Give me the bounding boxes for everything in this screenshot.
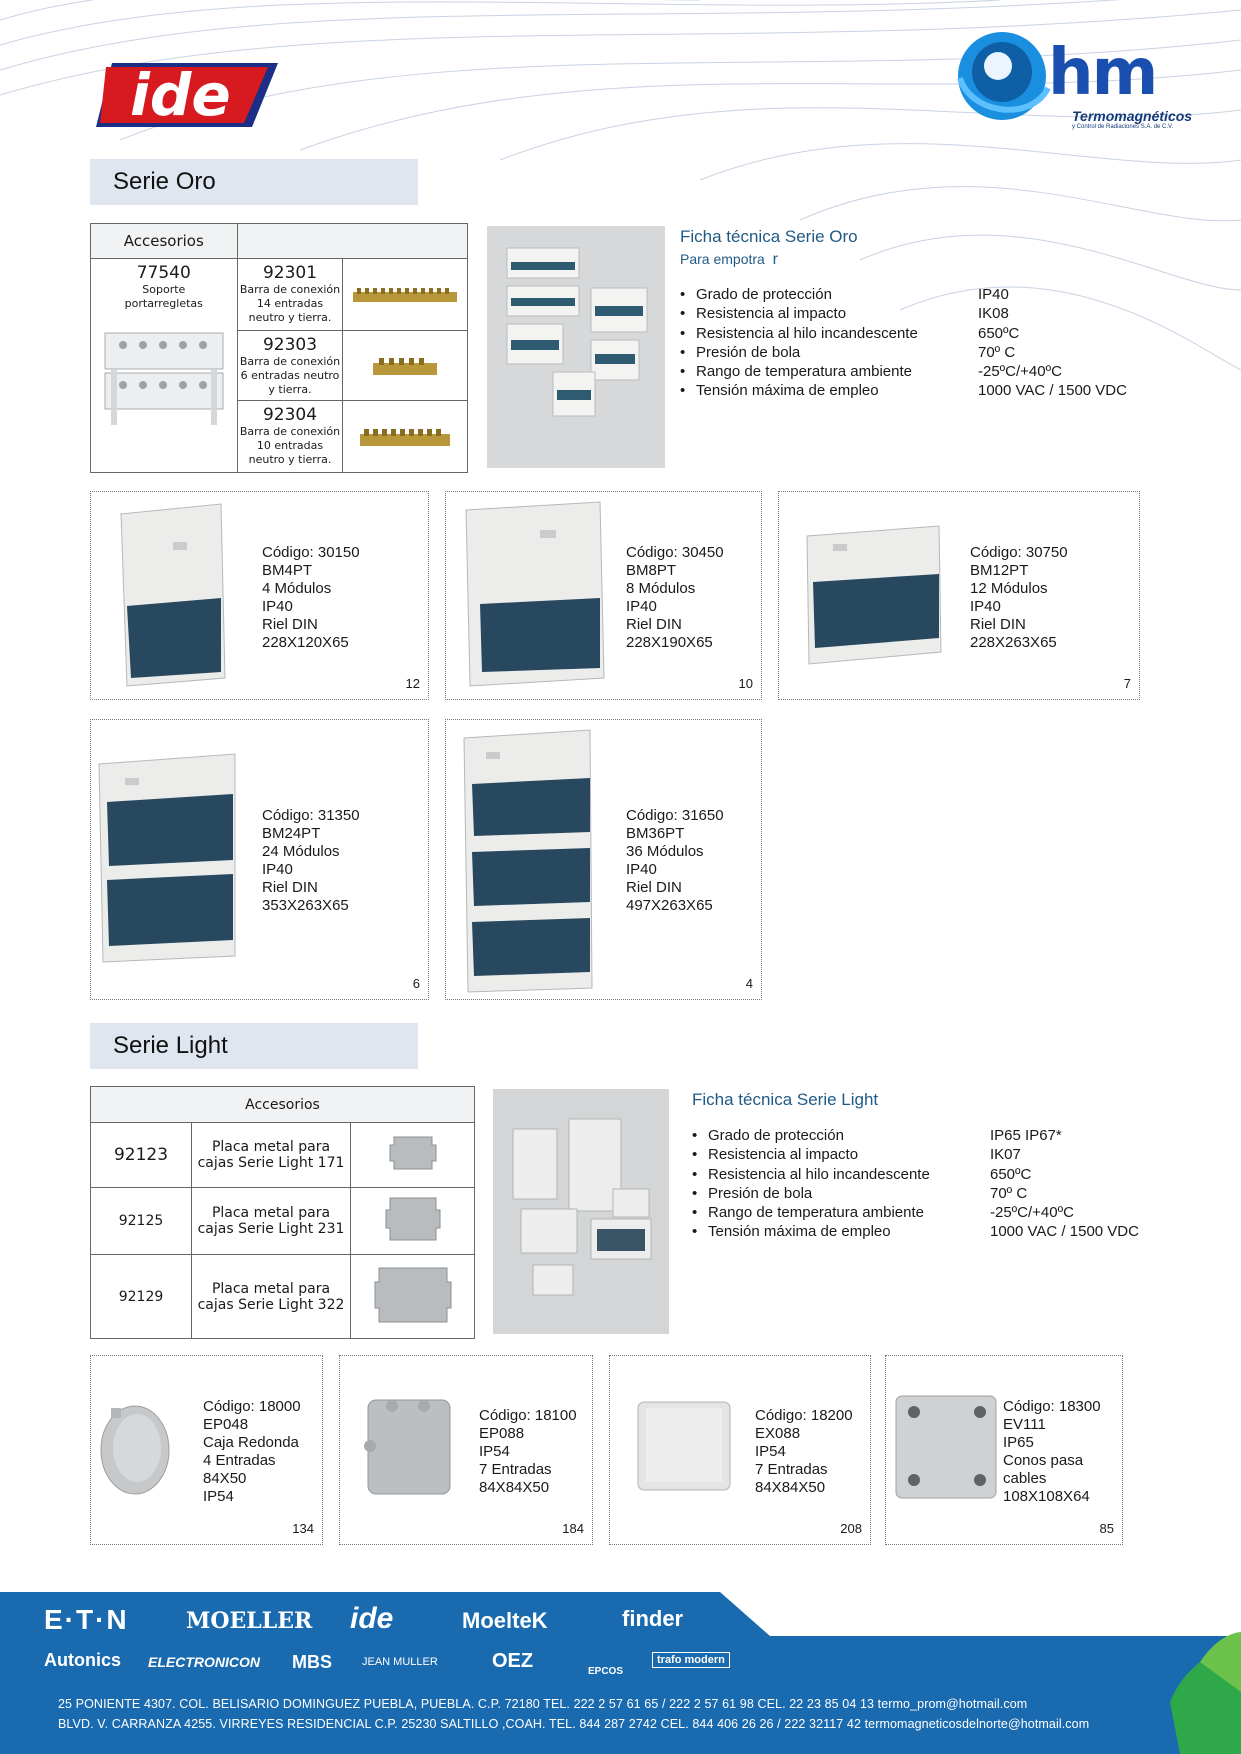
- product-qty: 134: [292, 1521, 314, 1536]
- acc-item-cell: [237, 259, 343, 331]
- spec-row: • Presión de bola 70º C: [692, 1184, 1028, 1202]
- product-info: Código: 18300 EV111 IP65 Conos pasa cables 108X108X64: [1003, 1398, 1101, 1505]
- conexion-bar-6-image: [373, 356, 437, 376]
- brand-autonics: Autonics: [44, 1650, 122, 1670]
- ide-logo-text: ide: [130, 61, 231, 129]
- spec-name: Presión de bola: [708, 1184, 813, 1202]
- product-card: [778, 491, 1140, 700]
- serie-oro-header: [90, 159, 418, 205]
- ohm-logo-subtitle: Termomagnéticos: [1072, 108, 1193, 124]
- product-card: [90, 719, 429, 1000]
- product-image-18200: [632, 1396, 734, 1496]
- acc-item-cell: [237, 401, 343, 473]
- brand-finder: finder: [622, 1606, 684, 1631]
- serie-light-ficha: [692, 1090, 1139, 1242]
- spec-value: -25ºC/+40ºC: [990, 1204, 1074, 1222]
- accessories-header-blank: [237, 224, 467, 259]
- ohm-logo: [950, 18, 1193, 133]
- product-card: [90, 1355, 323, 1545]
- product-info: Código: 30450 BM8PT 8 Módulos IP40 Riel DIN 228X190X65: [626, 544, 724, 651]
- product-image-30450: [460, 500, 610, 690]
- spec-name: Grado de protección: [696, 286, 832, 303]
- product-info: Código: 18100 EP088 IP54 7 Entradas 84X84X50: [479, 1407, 577, 1496]
- spec-name: Tensión máxima de empleo: [696, 382, 879, 400]
- soporte-code: 77540: [136, 263, 191, 283]
- spec-name: Resistencia al hilo incandescente: [708, 1165, 930, 1183]
- product-info: Código: 18000 EP048 Caja Redonda 4 Entradas 84X50 IP54: [203, 1398, 301, 1505]
- brand-epcos: EPCOS: [588, 1666, 624, 1677]
- product-info: Código: 31650 BM36PT 36 Módulos IP40 Riel DIN 497X263X65: [626, 807, 724, 914]
- spec-name: Resistencia al impacto: [708, 1146, 859, 1164]
- brand-jean-muller: JEAN MULLER: [362, 1656, 438, 1668]
- accessories-header: Accesorios: [91, 1087, 475, 1123]
- acc-item-desc: Placa metal para cajas Serie Light 231: [192, 1188, 351, 1255]
- brand-mbs: MBS: [292, 1652, 332, 1672]
- spec-row: • Grado de protección IP40: [680, 286, 1009, 303]
- conexion-bar-10-image: [360, 427, 450, 447]
- ficha-subtitle: [680, 251, 1127, 269]
- spec-name: Resistencia al hilo incandescente: [696, 324, 918, 342]
- spec-value: -25ºC/+40ºC: [978, 363, 1062, 381]
- serie-oro-title: Serie Oro: [113, 168, 216, 195]
- product-qty: 6: [412, 976, 420, 991]
- product-card: [90, 491, 429, 700]
- acc-item-image-cell: [351, 1188, 475, 1255]
- accessories-header: Accesorios: [91, 224, 238, 259]
- brand-ide: ide: [350, 1602, 394, 1635]
- acc-item-desc: Barra de conexión 14 entradas neutro y tierra.: [239, 283, 341, 324]
- ficha-title: Ficha técnica Serie Light: [692, 1090, 879, 1109]
- product-image-30750: [803, 522, 945, 668]
- acc-item-code: 92125: [91, 1188, 192, 1255]
- spec-row: • Resistencia al hilo incandescente 650ºC: [692, 1165, 1032, 1183]
- serie-oro-ficha: [680, 227, 1127, 401]
- spec-row: • Grado de protección IP65 IP67*: [692, 1127, 1062, 1144]
- acc-item-desc: Barra de conexión 6 entradas neutro y tierra.: [239, 355, 341, 396]
- acc-item-image-cell: [343, 401, 468, 473]
- brand-electronicon: ELECTRONICON: [148, 1654, 260, 1670]
- brand-oez: OEZ: [492, 1650, 534, 1672]
- ficha-subtitle-text: Para empotra: [680, 251, 765, 267]
- spec-value: IK08: [978, 305, 1009, 323]
- brand-trafo-modern: trafo modern: [652, 1652, 730, 1668]
- product-image-31350: [95, 750, 241, 966]
- acc-item-cell: [237, 331, 343, 401]
- product-image-18300: [892, 1392, 1000, 1502]
- product-qty: 184: [562, 1521, 584, 1536]
- product-image-18100: [362, 1392, 454, 1500]
- brand-moeller: MOELLER: [186, 1608, 313, 1634]
- product-qty: 85: [1099, 1521, 1114, 1536]
- spec-value: IK07: [990, 1146, 1021, 1164]
- acc-item-image-cell: [351, 1123, 475, 1188]
- brand-eaton: E·T·N: [44, 1604, 129, 1635]
- acc-item-code: 92129: [91, 1255, 192, 1339]
- spec-list: [692, 1126, 1139, 1242]
- spec-value: 1000 VAC / 1500 VDC: [978, 382, 1127, 400]
- spec-value: 70º C: [978, 343, 1016, 361]
- spec-row: • Rango de temperatura ambiente -25ºC/+40ºC: [692, 1204, 1074, 1222]
- serie-oro-photo: [487, 226, 665, 468]
- product-qty: 10: [738, 676, 753, 691]
- acc-item-code: 92303: [262, 335, 318, 355]
- ficha-subtitle-tail: r: [772, 251, 778, 268]
- spec-name: Rango de temperatura ambiente: [696, 363, 912, 381]
- spec-row: • Resistencia al hilo incandescente 650ºC: [680, 324, 1020, 342]
- ide-logo: [92, 55, 282, 135]
- spec-list: [680, 285, 1127, 401]
- placa-171-image: [386, 1131, 440, 1175]
- spec-value: 650ºC: [978, 324, 1020, 342]
- spec-row: • Resistencia al impacto IK07: [692, 1146, 1021, 1164]
- product-qty: 4: [745, 976, 753, 991]
- product-qty: 12: [405, 676, 420, 691]
- product-card: [339, 1355, 593, 1545]
- product-info: Código: 31350 BM24PT 24 Módulos IP40 Riel DIN 353X263X65: [262, 807, 360, 914]
- placa-231-image: [382, 1194, 444, 1244]
- spec-row: • Resistencia al impacto IK08: [680, 305, 1009, 323]
- serie-light-accessories-table: [90, 1086, 475, 1339]
- ohm-logo-text: hm: [1048, 36, 1157, 110]
- product-qty: 7: [1123, 676, 1131, 691]
- serie-oro-accessories-table: [90, 223, 468, 473]
- product-info: Código: 18200 EX088 IP54 7 Entradas 84X84X50: [755, 1407, 853, 1496]
- product-card: [609, 1355, 871, 1545]
- spec-value: IP40: [978, 286, 1009, 303]
- soporte-cell: [91, 259, 238, 473]
- spec-row: • Tensión máxima de empleo 1000 VAC / 1500 VDC: [692, 1223, 1139, 1241]
- soporte-desc: Soporte portarregletas: [124, 283, 203, 310]
- acc-item-code: 92123: [91, 1123, 192, 1188]
- address-puebla: 25 PONIENTE 4307. COL. BELISARIO DOMINGUEZ PUEBLA, PUEBLA. C.P. 72180 TEL. 222 2 57 61 65 / 222 2 57 61 98 CEL. 22 23 85 04 13 termo_prom@hotmail.com: [58, 1697, 1028, 1711]
- spec-name: Resistencia al impacto: [696, 305, 847, 323]
- ohm-logo-subtitle-2: y Control de Radiaciones S.A. de C.V.: [1072, 124, 1174, 130]
- spec-name: Tensión máxima de empleo: [708, 1223, 891, 1241]
- serie-light-photo: [493, 1089, 669, 1334]
- spec-name: Rango de temperatura ambiente: [708, 1204, 924, 1222]
- spec-value: IP65 IP67*: [990, 1127, 1062, 1144]
- spec-name: Presión de bola: [696, 343, 801, 361]
- soporte-image: [101, 327, 227, 427]
- product-image-31650: [460, 726, 596, 996]
- spec-row: • Rango de temperatura ambiente -25ºC/+40ºC: [680, 363, 1062, 381]
- spec-value: 1000 VAC / 1500 VDC: [990, 1223, 1139, 1241]
- spec-name: Grado de protección: [708, 1127, 844, 1144]
- product-image-18000: [97, 1400, 171, 1500]
- address-saltillo: BLVD. V. CARRANZA 4255. VIRREYES RESIDENCIAL C.P. 25230 SALTILLO ,COAH. TEL. 844 287 2742 CEL. 844 406 26 26 / 222 32117 42 termomagneticosdelnorte@hotmail.com: [58, 1717, 1090, 1731]
- acc-item-desc: Placa metal para cajas Serie Light 322: [192, 1255, 351, 1339]
- spec-value: 70º C: [990, 1184, 1028, 1202]
- acc-item-code: 92304: [262, 405, 318, 425]
- product-card: [445, 491, 762, 700]
- placa-322-image: [371, 1264, 455, 1326]
- product-image-30150: [113, 502, 233, 688]
- acc-item-desc: Barra de conexión 10 entradas neutro y tierra.: [239, 425, 341, 466]
- acc-item-image-cell: [343, 331, 468, 401]
- acc-item-image-cell: [343, 259, 468, 331]
- product-qty: 208: [840, 1521, 862, 1536]
- spec-value: 650ºC: [990, 1165, 1032, 1183]
- spec-row: • Tensión máxima de empleo 1000 VAC / 1500 VDC: [680, 382, 1127, 400]
- product-card: [445, 719, 762, 1000]
- product-card: [885, 1355, 1123, 1545]
- brand-moeltek: MoelteK: [462, 1608, 548, 1633]
- acc-item-desc: Placa metal para cajas Serie Light 171: [192, 1123, 351, 1188]
- product-info: Código: 30750 BM12PT 12 Módulos IP40 Riel DIN 228X263X65: [970, 544, 1068, 651]
- footer: [0, 1592, 1241, 1754]
- acc-item-code: 92301: [262, 263, 318, 283]
- serie-light-header: [90, 1023, 418, 1069]
- conexion-bar-14-image: [353, 286, 457, 304]
- acc-item-image-cell: [351, 1255, 475, 1339]
- product-info: Código: 30150 BM4PT 4 Módulos IP40 Riel DIN 228X120X65: [262, 544, 360, 651]
- serie-light-title: Serie Light: [113, 1032, 228, 1059]
- ficha-title: Ficha técnica Serie Oro: [680, 227, 858, 246]
- spec-row: • Presión de bola 70º C: [680, 343, 1016, 361]
